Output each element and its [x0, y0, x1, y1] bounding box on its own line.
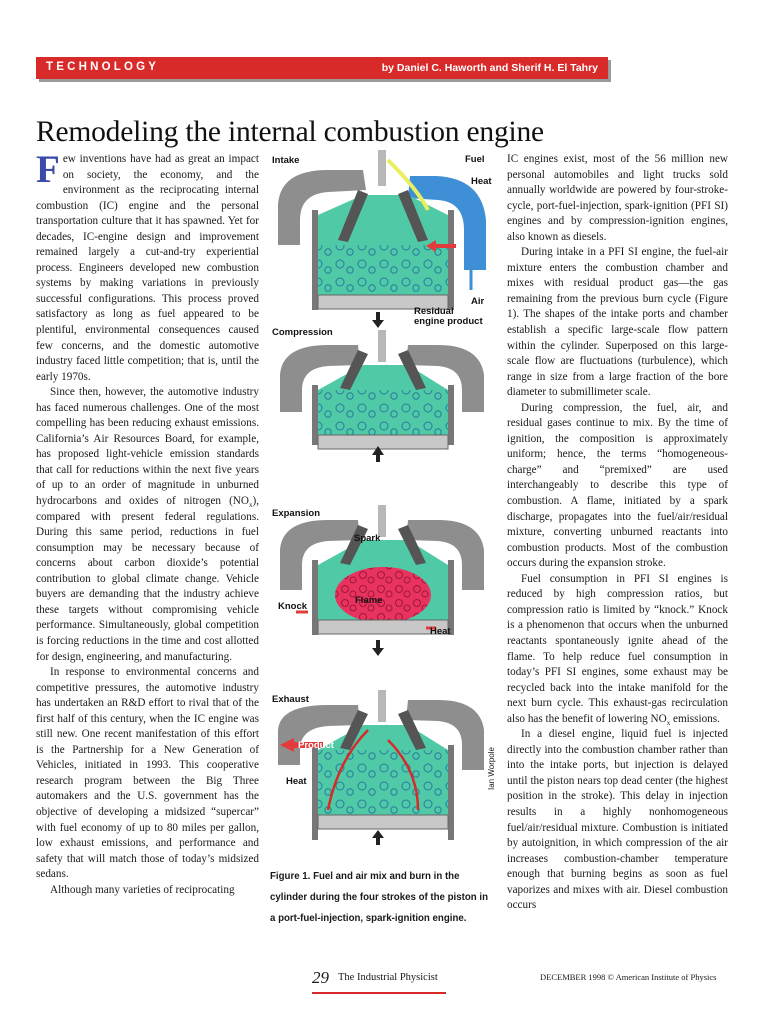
expansion-stage — [280, 505, 484, 656]
footer-rule — [312, 992, 446, 994]
drop-cap: F — [36, 148, 60, 191]
illustration-credit: Ian Worpole — [487, 747, 496, 790]
label-exhaust: Exhaust — [272, 694, 309, 705]
article-left-column — [36, 148, 259, 898]
label-engine-product: engine product — [414, 316, 483, 327]
label-fuel: Fuel — [465, 154, 485, 165]
section-label: TECHNOLOGY — [46, 61, 160, 73]
paragraph-4: Although many varieties of reciprocating — [50, 883, 235, 896]
page-number: 29 — [312, 968, 329, 987]
label-residual: Residual — [414, 306, 454, 317]
issue-date: DECEMBER 1998 © American Institute of Physics — [540, 972, 717, 982]
section-banner — [36, 57, 608, 79]
label-heat-intake: Heat — [471, 176, 492, 187]
label-heat-expansion: Heat — [430, 626, 451, 637]
paragraph-8: Fuel consumption in PFI SI engines is reduced by high compression ratios, but compression ratio is limited by “knock.” Knock is a phenomenon that occurs when the unburned reactants spontaneously ignite ahead of the flame. To help reduce fuel consumption in today’s PFI SI engines, some exhaust may be recycled back into the intake manifold for the next burn cycle. This exhaust-gas recirculation also has the benefit of lowering $NO_x$ emissions. — [507, 572, 728, 727]
label-expansion: Expansion — [272, 508, 321, 519]
label-spark: Spark — [354, 533, 381, 544]
paragraph-5: IC engines exist, most of the 56 million new personal automobiles and light trucks sold annually worldwide are powered by four-stroke-cycle, port-fuel-injection, spark-ignition (PFI SI) engines and by compression-ignition engines, also known as diesels. — [507, 153, 728, 243]
label-intake: Intake — [272, 155, 300, 166]
label-product: Product — [298, 740, 334, 751]
paragraph-7: During compression, the fuel, air, and residual gases continue to mix. By the time of ignition, the composition is approximately uniform; hence, the terms “homogeneous-charge” and “premixed” are used interchangeably to describe this type of combustion. A flame, initiated by a spark discharge, propagates into the fuel/air/residual mixture, converting unburned reactants into combustion products. Most of the combustion occurs during the expansion stroke. — [507, 401, 728, 570]
paragraph-2: Since then, however, the automotive industry has faced numerous challenges. One of the most compelling has been reducing exhaust emissions. California’s Air Resources Board, for example, has proposed light-vehicle emission standards that call for reductions within the next five years of up to an order of magnitude in unburned hydrocarbons and oxides of nitrogen $(NO_x)$, compared with present federal regulations. During this same period, reductions in fuel consumption may be necessary because of concerns about carbon dioxide’s potential contribution to global climate change. Vehicle buyers are demanding that the industry achieve these targets without compromising vehicle performance. Simultaneously, global competition is forcing reductions in the time and cost allotted for design, engineering, and manufacturing. — [36, 386, 259, 663]
paragraph-9: In a diesel engine, liquid fuel is injected directly into the combustion chamber rather than into the intake ports, but injection is delayed until the piston nears top dead center (the highest position in the stroke). This delay in injection results in a highly nonhomogeneous fuel/air/residual mixture. Combustion is initiated by autoignition, in which compression of the air increases combustion-chamber temperature enough that burning begins as soon as fuel vaporizes and mixes with air. Diesel combustion occurs — [507, 728, 728, 912]
label-air: Air — [471, 296, 485, 307]
engine-strokes-illustration — [268, 150, 496, 862]
magazine-name: The Industrial Physicist — [338, 972, 438, 983]
paragraph-6: During intake in a PFI SI engine, the fuel-air mixture enters the combustion chamber and mixes with residual product gas—the gas remaining from the previous burn cycle (Figure 1). The shapes of the intake ports and chamber establish a specific large-scale flow pattern within the cylinder. Superposed on this large-scale flow are fluctuations (turbulence), which range in size from a large fraction of the bore diameter to submillimeter scale. — [507, 246, 728, 399]
article-right-column — [507, 152, 728, 914]
label-compression: Compression — [272, 327, 333, 338]
label-heat-exhaust: Heat — [286, 776, 307, 787]
intake-stage — [278, 150, 486, 328]
compression-stage — [280, 330, 484, 462]
paragraph-3: In response to environmental concerns and competitive pressures, the automotive industry has undertaken an R&D effort to rival that of the first half of this century, when the IC engine was still new. One recent manifestation of this effort is the Partnership for a New Generation of Vehicles, initiated in 1993. This cooperative research program between the Big Three automakers and the U.S. government has the objective of developing a midsized “supercar” with fuel economy of up to 80 miles per gallon, low exhaust emissions, and performance and safety that will match those of today’s midsized sedans. — [36, 666, 259, 881]
label-knock: Knock — [278, 601, 308, 612]
article-title: Remodeling the internal combustion engine — [36, 116, 544, 148]
paragraph-1: Few inventions have had as great an impact on society, the economy, and the environment as the reciprocating internal combustion (IC) engine and the personal transportation culture that it has spawned. Yet for decades, IC-engine design and improvement remained largely a cut-and-try experiential process. Engineers developed new combustion systems by making variations in previously successful configurations. This process proved satisfactory as long as fuel appeared to be plentiful, environmental consequences caused few concerns, and the domestic automotive industry faced little competition; that is, until the early 1970s. — [36, 148, 259, 383]
figure-caption: Figure 1. Fuel and air mix and burn in the cylinder during the four strokes of the piston in a port-fuel-injection, spark-ignition engine. — [270, 871, 488, 924]
byline: by Daniel C. Haworth and Sherif H. El Tahry — [381, 62, 598, 74]
exhaust-stage — [278, 690, 484, 845]
engine-figure — [268, 150, 496, 862]
label-flame: Flame — [355, 595, 383, 606]
